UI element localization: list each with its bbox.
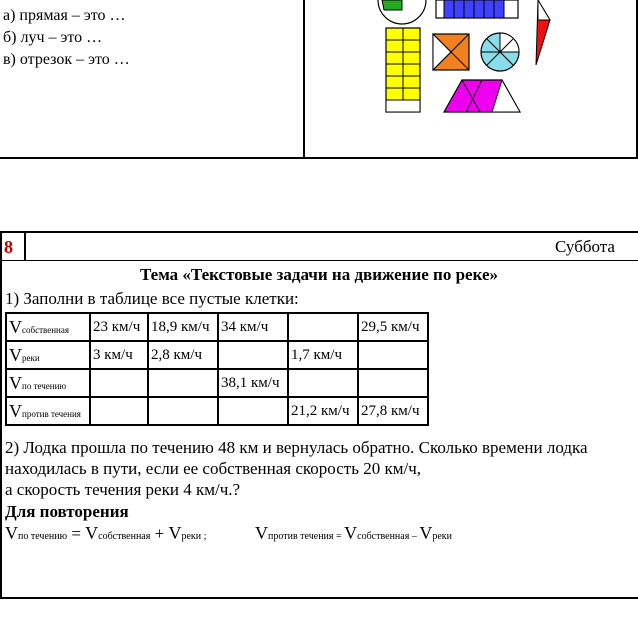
- table-cell[interactable]: 29,5 км/ч: [358, 313, 428, 341]
- question-2-line: а скорость течения реки 4 км/ч.?: [5, 480, 241, 499]
- table-row: [6, 313, 428, 341]
- table-cell[interactable]: 38,1 км/ч: [218, 369, 288, 397]
- question-2-line: 2) Лодка прошла по течению 48 км и вернулась обратно. Сколько времени лодка: [5, 438, 588, 457]
- table-cell[interactable]: [148, 369, 218, 397]
- question-2-line: находилась в пути, если ее собственная скорость 20 км/ч,: [5, 459, 422, 478]
- table-cell[interactable]: [90, 397, 148, 425]
- question-1: 1) Заполни в таблице все пустые клетки:: [5, 289, 299, 308]
- row-label-river-speed: Vреки: [6, 341, 90, 369]
- table-cell[interactable]: [288, 369, 358, 397]
- row-label-upstream-speed: Vпротив течения: [6, 397, 90, 425]
- table-cell[interactable]: 1,7 км/ч: [288, 341, 358, 369]
- table-cell[interactable]: 21,2 км/ч: [288, 397, 358, 425]
- divider-vertical: [303, 0, 305, 158]
- table-cell[interactable]: 18,9 км/ч: [148, 313, 218, 341]
- table-row: [6, 369, 428, 397]
- divider-horizontal: [0, 157, 638, 159]
- task-number-divider: [24, 231, 26, 261]
- table-cell[interactable]: [218, 341, 288, 369]
- formula-downstream: Vпо течению = Vсобственная + Vреки ;: [5, 523, 207, 543]
- repeat-header: Для повторения: [5, 502, 129, 521]
- table-cell[interactable]: [218, 397, 288, 425]
- row-label-own-speed: Vсобственная: [6, 313, 90, 341]
- table-cell[interactable]: 27,8 км/ч: [358, 397, 428, 425]
- table-row: [6, 397, 428, 425]
- definition-line: б) луч – это …: [3, 29, 103, 46]
- table-cell[interactable]: 2,8 км/ч: [148, 341, 218, 369]
- table-cell[interactable]: 34 км/ч: [218, 313, 288, 341]
- geometric-shapes-illustration: [370, 0, 570, 120]
- table-row: [6, 341, 428, 369]
- task-title: Тема «Текстовые задачи на движение по реке»: [139, 265, 499, 284]
- definition-line: в) отрезок – это …: [3, 51, 130, 68]
- task-bottom-border: [0, 597, 638, 599]
- day-label: Суббота: [555, 237, 615, 256]
- header-underline: [0, 260, 638, 261]
- task-top-border: [0, 231, 638, 233]
- table-cell[interactable]: 23 км/ч: [90, 313, 148, 341]
- task-left-border: [0, 231, 2, 599]
- speed-table: [5, 312, 429, 426]
- table-cell[interactable]: [358, 341, 428, 369]
- table-cell[interactable]: [288, 313, 358, 341]
- task-number: 8: [4, 237, 13, 257]
- row-label-downstream-speed: Vпо течению: [6, 369, 90, 397]
- formula-upstream: Vпротив течения = Vсобственная – Vреки: [255, 523, 452, 543]
- table-cell[interactable]: [358, 369, 428, 397]
- top-section: [0, 0, 638, 160]
- table-cell[interactable]: [148, 397, 218, 425]
- table-cell[interactable]: [90, 369, 148, 397]
- table-cell[interactable]: 3 км/ч: [90, 341, 148, 369]
- definition-line: а) прямая – это …: [3, 7, 126, 24]
